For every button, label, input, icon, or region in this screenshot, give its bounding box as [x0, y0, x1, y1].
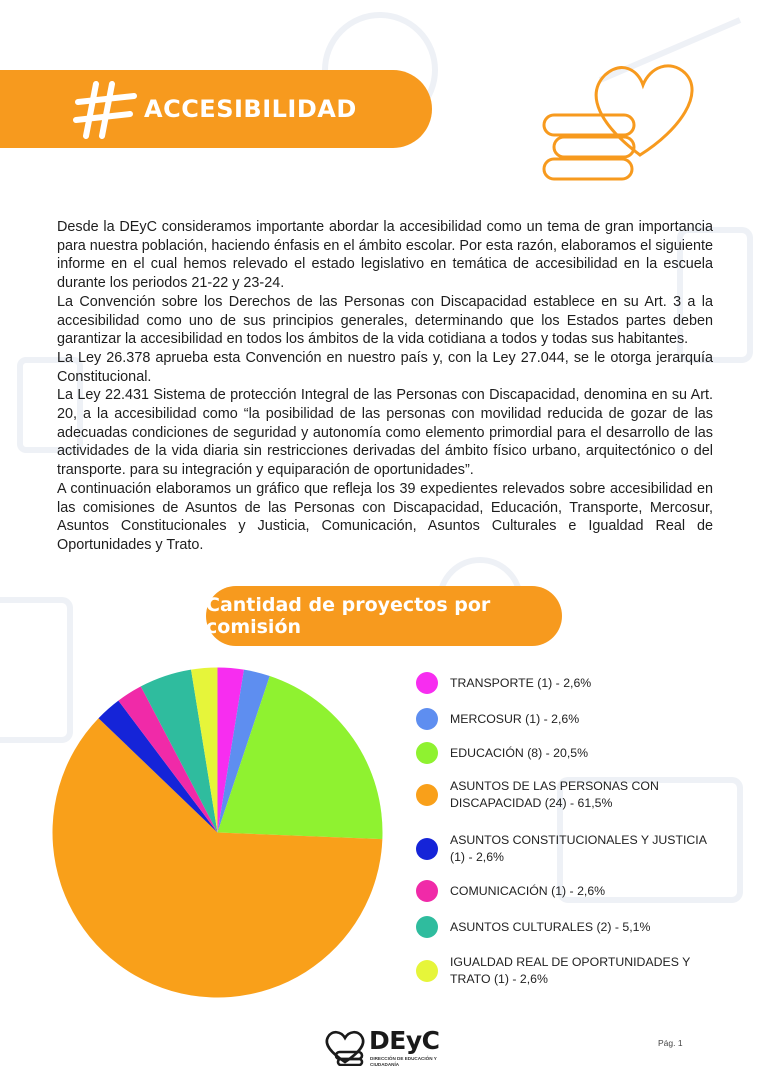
paragraph: La Ley 22.431 Sistema de protección Integral de las Personas con Discapacidad, denomina en su Art. 20, a la accesibilidad como “la posibilidad de las personas con movilidad reducida de gozar de las adecuadas condiciones de seguridad y autonomía como elemento primordial para el desarrollo de las actividades de la vida diaria sin restricciones derivadas del ámbito físico urbano, arquitectónico o del transporte. para su integración y equiparación de oportunidades”. [57, 387, 713, 479]
legend-item [416, 832, 710, 866]
paragraph: A continuación elaboramos un gráfico que refleja los 39 expedientes relevados sobre accesibilidad en las comisiones de Asuntos de las Personas con Discapacidad, Educación, Transporte, Mercosur, Asuntos Constitucionales y Justicia, Comunicación, Asuntos Culturales e Igualdad Real de Oportunidades y Trato. [57, 480, 713, 553]
page-title: ACCESIBILIDAD [144, 95, 357, 123]
legend-item [416, 742, 710, 764]
legend-item [416, 954, 710, 988]
legend-item [416, 778, 710, 812]
intro-text [57, 218, 713, 555]
legend-label: EDUCACIÓN (8) - 20,5% [450, 745, 589, 760]
legend-label: ASUNTOS CONSTITUCIONALES Y JUSTICIA (1) - 2,6% [450, 833, 707, 864]
hashtag-icon [72, 78, 144, 142]
logo-subtitle: DIRECCIÓN DE EDUCACIÓN Y CIUDADANÍA [370, 1056, 437, 1067]
paragraph: Desde la DEyC consideramos importante abordar la accesibilidad como un tema de gran importancia para nuestra población, haciendo énfasis en el ámbito escolar. Por esta razón, elaboramos el siguiente informe en el cual hemos relevado el estado legislativo en temática de accesibilidad en la escuela durante los periodos 21-22 y 23-24. [57, 219, 713, 292]
paragraph: La Convención sobre los Derechos de las Personas con Discapacidad establece en su Art. 3 a la accesibilidad como uno de sus principios generales, determinando que los Estados partes deben garantizar la accesibilidad en todos los ámbitos de la vida cotidiana a todos y todas sus habitantes. [57, 293, 713, 348]
legend-label: ASUNTOS DE LAS PERSONAS CON DISCAPACIDAD (24) - 61,5% [450, 779, 659, 810]
legend-swatch [416, 742, 438, 764]
legend-label: COMUNICACIÓN (1) - 2,6% [450, 883, 606, 898]
header-banner [0, 70, 432, 148]
legend-label: TRANSPORTE (1) - 2,6% [450, 675, 592, 690]
paragraph: La Ley 26.378 aprueba esta Convención en nuestro país y, con la Ley 27.044, se le otorga jerarquía Constitucional. [57, 349, 713, 385]
deyc-logo [322, 1026, 452, 1070]
legend-swatch [416, 784, 438, 806]
legend-swatch [416, 708, 438, 730]
legend-swatch [416, 916, 438, 938]
logo-heart-icon [322, 1028, 368, 1066]
legend-item [416, 672, 710, 694]
page-number: Pág. 1 [658, 1038, 683, 1048]
pie-chart [50, 665, 385, 1000]
chart-title: Cantidad de proyectos por comisión [206, 586, 562, 646]
legend-label: MERCOSUR (1) - 2,6% [450, 711, 580, 726]
legend-item [416, 880, 710, 902]
legend-swatch [416, 960, 438, 982]
logo-text: DEyC [369, 1026, 440, 1055]
legend-label: ASUNTOS CULTURALES (2) - 5,1% [450, 919, 651, 934]
legend-item [416, 916, 710, 938]
heart-pills-icon [540, 55, 715, 190]
legend-swatch [416, 880, 438, 902]
legend-label: IGUALDAD REAL DE OPORTUNIDADES Y TRATO (1) - 2,6% [450, 955, 691, 986]
legend-item [416, 708, 710, 730]
legend-swatch [416, 672, 438, 694]
legend-swatch [416, 838, 438, 860]
